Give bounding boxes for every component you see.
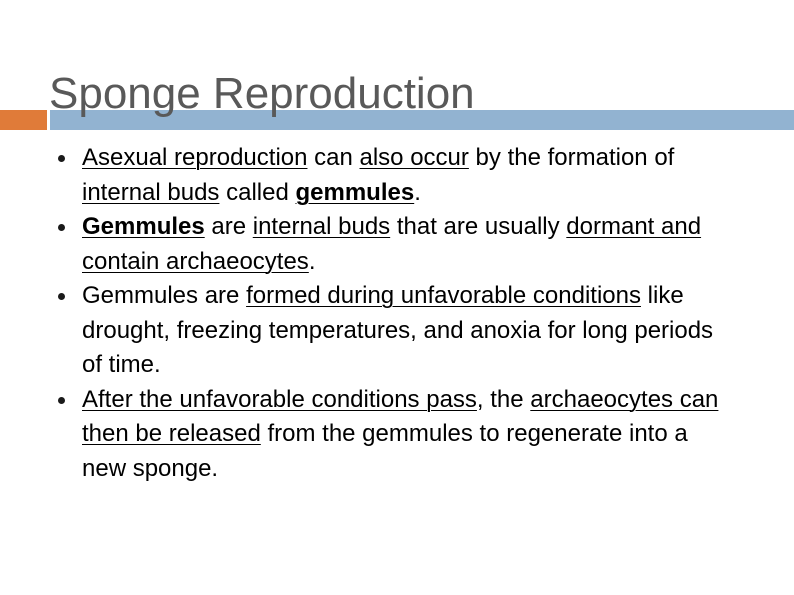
bullet-list [0,141,722,486]
bullet-text-segment: Asexual reproduction [82,144,308,171]
bullet-text-segment: . [308,247,316,275]
bullet-text-segment: Gemmules are [82,282,247,309]
bullet-text-segment: dormant and contain archaeocytes [82,213,702,275]
bullet-item [0,141,722,210]
title-accent-bar-orange [0,110,47,130]
bullet-text-segment: are [204,213,253,240]
bullet-text-segment: . [414,178,421,206]
bullet-text-segment: can [307,144,360,171]
bullet-text-segment: from the gemmules to regenerate into a new sponge. [82,420,688,482]
bullet-text-segment: internal buds [82,178,220,206]
bullet-item [0,210,722,279]
bullet-text-segment: archaeocytes can then be released [82,385,719,447]
bullet-text-segment: by the formation of [468,144,675,171]
bullet-text-segment: Gemmules [82,213,205,240]
bullet-item [0,383,722,487]
bullet-dot-icon [58,155,65,162]
bullet-item [0,279,722,383]
bullet-dot-icon [58,224,65,231]
bullet-text-segment: also occur [359,144,469,171]
slide-title: Sponge Reproduction [49,69,475,118]
bullet-text-segment: called [219,178,296,206]
bullet-dot-icon [58,293,65,300]
bullet-text-segment: , the [476,385,531,413]
bullet-dot-icon [58,397,65,404]
bullet-text-segment: After the unfavorable conditions pass [82,385,477,413]
bullet-text-segment: formed during unfavorable conditions [246,282,641,309]
bullet-text-segment: that are usually [390,213,567,240]
bullet-text-segment: internal buds [252,213,391,240]
bullet-text-segment: like drought, freezing temperatures, and anoxia for long periods of time. [82,282,714,378]
bullet-text-segment: gemmules [295,178,415,206]
